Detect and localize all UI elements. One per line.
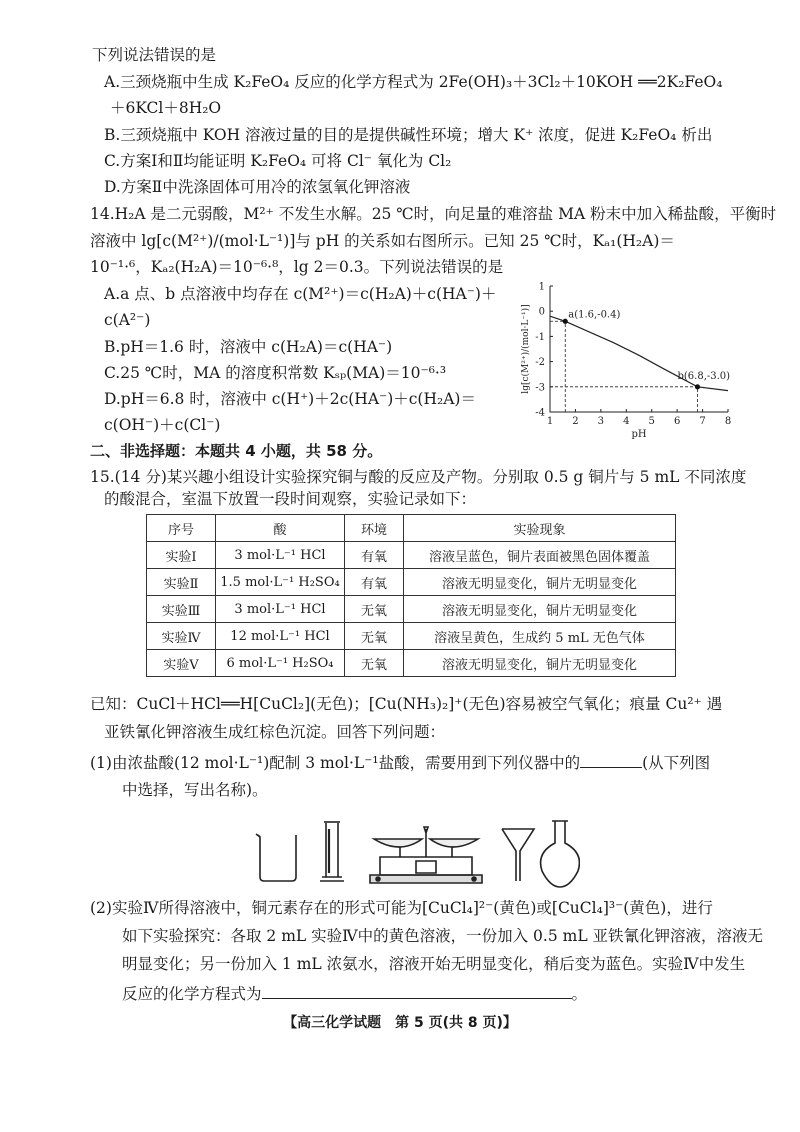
- table-cell: 实验Ⅰ: [147, 542, 216, 569]
- x-tick-label: 4: [623, 416, 630, 427]
- q15-stem-2: 的酸混合，室温下放置一段时间观察，实验记录如下：: [104, 490, 477, 508]
- axis-lines: [550, 286, 731, 412]
- section-title: 二、非选择题：本题共 4 小题，共 58 分。: [90, 442, 383, 460]
- data-point: [695, 384, 700, 389]
- y-tick-label: -3: [535, 382, 545, 394]
- x-tick-label: 3: [597, 416, 605, 427]
- balance-icon: [370, 827, 482, 883]
- table-cell: 12 mol·L⁻¹ HCl: [216, 623, 345, 650]
- table-cell: 溶液无明显变化，铜片无明显变化: [404, 569, 676, 596]
- table-row: [147, 623, 676, 650]
- table-cell: 3 mol·L⁻¹ HCl: [216, 596, 345, 623]
- apparatus-figure: [250, 815, 580, 890]
- table-cell: 实验Ⅲ: [147, 596, 216, 623]
- q14-option-c: C.25 ℃时，MA 的溶度积常数 Kₛₚ(MA)＝10⁻⁶·³: [104, 364, 447, 382]
- q13-option-a-cont: ＋6KCl＋8H₂O: [110, 99, 222, 117]
- q14-option-a-cont: c(A²⁻): [104, 311, 151, 329]
- x-tick-label: 7: [699, 416, 706, 427]
- table-header: 环境: [345, 515, 404, 542]
- page-footer: 【高三化学试题 第 5 页(共 8 页)】: [283, 1015, 517, 1031]
- lg-cm-vs-ph-chart: [508, 280, 738, 440]
- answer-blank-2[interactable]: [262, 982, 572, 999]
- table-cell: 无氧: [345, 623, 404, 650]
- q13-option-b: B.三颈烧瓶中 KOH 溶液过量的目的是提供碱性环境；增大 K⁺ 浓度，促进 K₂FeO₄ 析出: [104, 126, 713, 144]
- table-cell: 1.5 mol·L⁻¹ H₂SO₄: [216, 569, 345, 596]
- y-tick-label: -2: [535, 357, 545, 369]
- beaker-icon: [256, 834, 296, 881]
- q15-part2-line1: (2)实验Ⅳ所得溶液中，铜元素存在的形式可能为[CuCl₄]²⁻(黄色)或[CuCl₄]³⁻(黄色)，进行: [90, 899, 713, 917]
- point-label: b(6.8,-3.0): [677, 370, 731, 382]
- q15-part2-line4: [122, 982, 587, 1005]
- y-axis-label: lg[c(M²⁺)/(mol·L⁻¹)]: [521, 304, 531, 394]
- point-label: a(1.6,-0.4): [568, 309, 621, 321]
- q15-part1-text: (1)由浓盐酸(12 mol·L⁻¹)配制 3 mol·L⁻¹盐酸，需要用到下列仪器中的: [90, 754, 581, 772]
- q15-part1-line2: 中选择，写出名称)。: [122, 781, 268, 799]
- table-cell: 6 mol·L⁻¹ H₂SO₄: [216, 650, 345, 677]
- y-tick-label: -1: [535, 331, 545, 343]
- q15-known-1: 已知：CuCl＋HCl══H[CuCl₂](无色)；[Cu(NH₃)₂]⁺(无色)容易被空气氧化；痕量 Cu²⁺ 遇: [90, 695, 723, 713]
- q13-option-a: A.三颈烧瓶中生成 K₂FeO₄ 反应的化学方程式为 2Fe(OH)₃＋3Cl₂＋10KOH ══2K₂FeO₄: [104, 73, 723, 91]
- table-row: [147, 542, 676, 569]
- q15-part1-text-end: (从下列图: [642, 754, 711, 772]
- table-header-row: [147, 515, 676, 542]
- table-cell: 3 mol·L⁻¹ HCl: [216, 542, 345, 569]
- table-header: 酸: [216, 515, 345, 542]
- q13-option-d: D.方案Ⅱ中洗涤固体可用冷的浓氢氧化钾溶液: [104, 178, 411, 196]
- table-cell: 溶液呈蓝色，铜片表面被黑色固体覆盖: [404, 542, 676, 569]
- experiment-table: [146, 514, 676, 677]
- q15-part2-end: 。: [571, 985, 588, 1003]
- q13-stem: 下列说法错误的是: [92, 46, 217, 64]
- q15-part2-line3: 明显变化；另一份加入 1 mL 浓氨水，溶液开始无明显变化，稍后变为蓝色。实验Ⅳ中发生: [122, 955, 746, 973]
- x-tick-label: 5: [648, 416, 655, 427]
- table-cell: 溶液无明显变化，铜片无明显变化: [404, 596, 676, 623]
- x-tick-label: 2: [572, 416, 579, 427]
- table-row: [147, 569, 676, 596]
- table-row: [147, 596, 676, 623]
- q14-option-a: A.a 点、b 点溶液中均存在 c(M²⁺)＝c(H₂A)＋c(HA⁻)＋: [104, 285, 497, 303]
- q14-stem-2: 溶液中 lg[c(M²⁺)/(mol·L⁻¹)]与 pH 的关系如右图所示。已知 25 ℃时，Kₐ₁(H₂A)＝: [90, 232, 675, 250]
- q14-stem-1: 14.H₂A 是二元弱酸，M²⁺ 不发生水解。25 ℃时，向足量的难溶盐 MA 粉末中加入稀盐酸，平衡时: [90, 205, 777, 223]
- x-axis-label: pH: [631, 429, 647, 440]
- y-tick-label: -4: [535, 407, 545, 419]
- q14-option-d-cont: c(OH⁻)＋c(Cl⁻): [104, 416, 221, 434]
- x-tick-label: 8: [724, 416, 732, 427]
- graduated-cylinder-icon: [320, 822, 344, 881]
- table-cell: 有氧: [345, 542, 404, 569]
- q15-stem-1: 15.(14 分)某兴趣小组设计实验探究铜与酸的反应及产物。分别取 0.5 g 铜片与 5 mL 不同浓度: [90, 468, 747, 486]
- q15-part1-line1: [90, 751, 710, 774]
- answer-blank-1[interactable]: [580, 751, 642, 768]
- table-cell: 无氧: [345, 596, 404, 623]
- table-cell: 有氧: [345, 569, 404, 596]
- guide-line: [550, 387, 697, 412]
- q15-part2-text: 反应的化学方程式为: [122, 985, 262, 1003]
- table-cell: 无氧: [345, 650, 404, 677]
- table-cell: 溶液无明显变化，铜片无明显变化: [404, 650, 676, 677]
- q14-option-b: B.pH＝1.6 时，溶液中 c(H₂A)＝c(HA⁻): [104, 338, 393, 356]
- data-point: [563, 319, 568, 324]
- table-cell: 实验Ⅱ: [147, 569, 216, 596]
- q14-option-d: D.pH＝6.8 时，溶液中 c(H⁺)＋2c(HA⁻)＋c(H₂A)＝: [104, 390, 476, 408]
- guide-line: [550, 321, 565, 412]
- x-tick-label: 1: [546, 416, 554, 427]
- table-cell: 实验Ⅴ: [147, 650, 216, 677]
- table-cell: 实验Ⅳ: [147, 623, 216, 650]
- q14-stem-3: 10⁻¹·⁶，Kₐ₂(H₂A)＝10⁻⁶·⁸，lg 2＝0.3。下列说法错误的是: [90, 258, 504, 276]
- table-cell: 溶液呈黄色，生成约 5 mL 无色气体: [404, 623, 676, 650]
- x-tick-label: 6: [673, 416, 681, 427]
- y-tick-label: 1: [538, 281, 545, 293]
- table-row: [147, 650, 676, 677]
- q15-part2-line2: 如下实验探究：各取 2 mL 实验Ⅳ中的黄色溶液，一份加入 0.5 mL 亚铁氰化钾溶液，溶液无: [122, 927, 764, 945]
- q13-option-c: C.方案Ⅰ和Ⅱ均能证明 K₂FeO₄ 可将 Cl⁻ 氧化为 Cl₂: [104, 152, 452, 170]
- y-tick-label: 0: [538, 306, 545, 318]
- round-flask-icon: [541, 821, 580, 887]
- table-header: 实验现象: [404, 515, 676, 542]
- funnel-icon: [502, 829, 534, 881]
- table-header: 序号: [147, 515, 216, 542]
- q15-known-2: 亚铁氰化钾溶液生成红棕色沉淀。回答下列问题：: [104, 723, 446, 741]
